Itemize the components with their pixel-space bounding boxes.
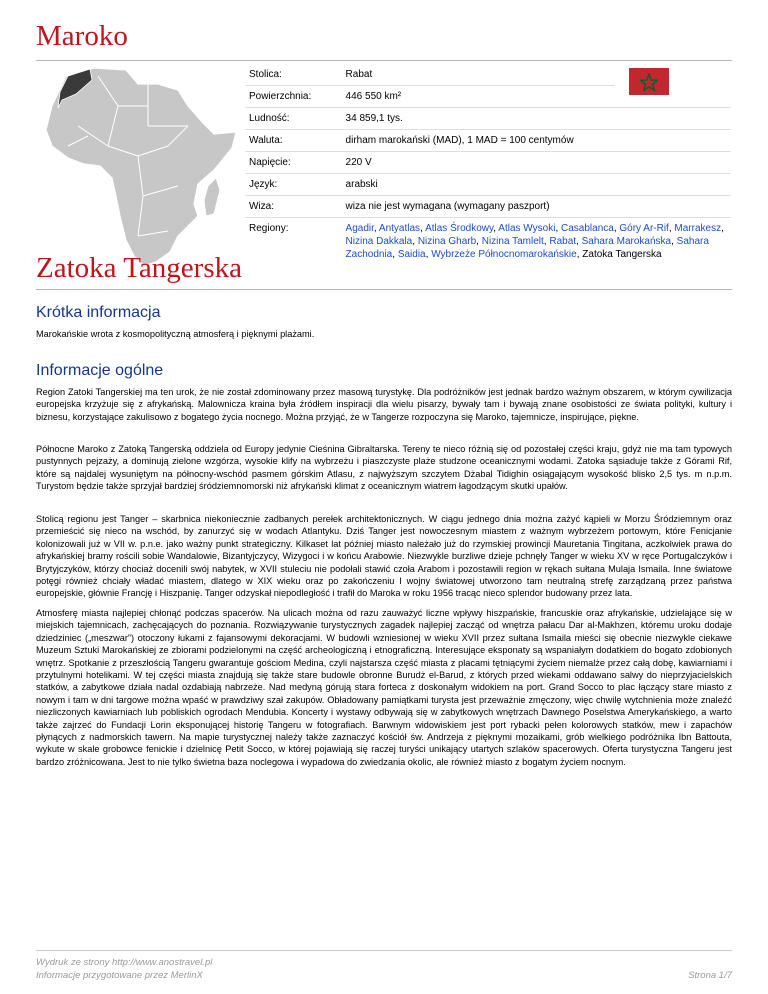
info-key: Stolica: [249, 69, 282, 80]
info-key: Ludność: [249, 113, 290, 124]
info-value: Rabat [345, 69, 373, 80]
star-icon [640, 73, 658, 91]
info-row-regions [245, 218, 731, 266]
empty-cell [615, 152, 731, 174]
empty-cell [615, 174, 731, 196]
empty-cell [615, 130, 731, 152]
region-link[interactable]: Rabat [549, 236, 577, 247]
africa-map [38, 66, 238, 274]
region-link[interactable]: Sahara Marokańska [581, 236, 672, 247]
region-link[interactable]: Saidia [397, 249, 426, 260]
title-divider [36, 60, 732, 61]
short-info-heading: Krótka informacja [36, 304, 161, 321]
footer-credit: Informacje przygotowane przez MerlinX [36, 970, 203, 981]
region-link[interactable]: Casablanca [561, 223, 614, 234]
info-value: 446 550 km² [345, 91, 402, 102]
region-link[interactable]: Nizina Tamlelt [481, 236, 544, 247]
info-key: Waluta: [249, 135, 283, 146]
region-link[interactable]: Marrakesz [674, 223, 722, 234]
region-link[interactable]: Góry Ar-Rif [619, 223, 669, 234]
general-info-heading: Informacje ogólne [36, 362, 164, 379]
flag-cell [615, 64, 731, 108]
region-link[interactable]: Agadir [345, 223, 374, 234]
info-value: 34 859,1 tys. [345, 113, 403, 124]
paragraph-3: Stolicą regionu jest Tanger – skarbnica niekoniecznie zadbanych perełek architektonicznych. W ciągu jednego dnia można zażyć kąpieli w Morzu Śródziemnym oraz przemieścić się nieco na wschód, by zanurzyć się w wodach Atlantyku. Dziś Tanger jest nowoczesnym miastem z ważnym wybrzeżem portowym, które Fenicjanie kolonizowali już w VII w. p.n.e. jako ważny punkt strategiczny. Kilkaset lat później miasto należało już do rzymskiej prowincji Mauretania Tingitana, aczkolwiek prawa do afrykańskiej bramy rościli sobie Wandalowie, Bizantyjczycy, Wizygoci i w końcu Arabowie. Niezwykle burzliwe dzieje pchnęły Tanger w wieku XV w ręce Portugalczyków i Brytyjczyków, którzy chociaż docenili swój nabytek, w XVII stuleciu nie podołali stawić czoła Arabom i pozostawili region w rękach sułtana Mulaja Ismaila. Inne światowe potęgi również chciały władać miastem, dlatego w XIX wieku oraz po zakończeniu I wojny światowej utworzono tam neutralną strefę zarządzaną przez państwa europejskie, głównie Francję i Hiszpanię. Tanger odzyskał niepodległość i trafił do Maroka w roku 1956 tracąc nieco splendor budowany przez lata. [36, 514, 732, 599]
paragraph-4: Atmosferę miasta najlepiej chłonąć podczas spacerów. Na ulicach można od razu zauważyć liczne wpływy hiszpańskie, francuskie oraz afrykańskie, udzielające się w miejskich tajemnicach, zachęcających do poznania. Rozwiązywanie turystycznych zagadek najlepiej zacząć od wnętrza pałacu Dar al-Makhzen, któremu uroku dodaje dziedziniec („meszwar”) otoczony łukami z fajansowymi dekoracjami. W budowli wzniesionej w wieku XVII przez sułtana Ismaila mieści się obecnie niezwykle ciekawe Muzeum Sztuki Marokańskiej ze zbiorami podzielonymi na część archeologiczną i etnograficzną. Interesujące eksponaty są wspaniałym dodatkiem do bogato zdobionych wnętrz. Spotkanie z przeszłością Tangeru gwarantuje gościom Medina, czyli najstarsza część miasta z placami tętniącymi życiem niemalże przez całą dobę, kawiarniami i przytulnymi hotelikami. W tej części miasta znajdują się także stare budowle obronne Burudż el-Barud, z których przed wiekami oddawano salwy do nieprzyjacielskich statków, a zabytkowe działa nadal ozdabiają nabrzeże. Nad medyną górują stara forteca z doskonałym widokiem na port. Grand Socco to plac łączący stare miasto z nowym i tam w dni targowe można wpaść w prawdziwy szał zakupów. Obładowany pamiątkami turysta jest przeważnie zmęczony, więc chwilę wytchnienia może znaleźć niezliczonych kawiarniach lub pobliskich ogrodach Mendubia. Koncerty i wystawy odbywają się w zabytkowych wnętrzach Dawnego Poselstwa Amerykańskiego, a warto także zajrzeć do Fundacji Lorin eksponującej historię Tangeru w fotografiach. Barwnym widowiskiem jest port rybacki pełen kolorowych statków, mew i zapachów płynących z nadmorskich tawern. Na mapie turystycznej należy także zaznaczyć kościół św. Andrzeja z pięknymi mozaikami, grób wielkiego podróżnika Ibn Battouta, wykute w skale grobowce fenickie i dzielnicę Petit Socco, w której pojawiają się raczej turyści unikający utartych szlaków spacerowych. Oferta turystyczna Tangeru jest bardzo zróżnicowana. Jest to nie tylko świetna baza noclegowa i wypadowa do zwiedzania okolic, ale również miasto z bogatym życiem nocnym. [36, 608, 732, 767]
info-key: Język: [249, 179, 278, 190]
info-value: dirham marokański (MAD), 1 MAD = 100 centymów [345, 135, 574, 146]
info-value: arabski [345, 179, 378, 190]
region-link[interactable]: Atlas Wysoki [498, 223, 556, 234]
country-title: Maroko [36, 20, 128, 52]
info-row [245, 174, 731, 196]
empty-cell [615, 196, 731, 218]
region-link[interactable]: Wybrzeże Północnomarokańskie [431, 249, 577, 260]
footer-divider [36, 950, 732, 951]
region-link[interactable]: Atlas Środkowy [425, 223, 494, 234]
africa-landmass [46, 68, 236, 266]
info-row [245, 196, 731, 218]
country-info-table [245, 64, 731, 265]
paragraph-2: Północne Maroko z Zatoką Tangerską oddziela od Europy jedynie Cieśnina Gibraltarska. Tereny te nieco różnią się od pozostałej części kraju, gdyż nie ma tam typowych pustynnych pejzaży, a dominują zielone wzgórza, wysokie klify na wybrzeżu i piaszczyste plaże studzone oceanicznymi wodami. Zatoka sąsiaduje także z Górami Rif, które są najdalej wysuniętym na północny-wschód pasmem górskim Atlasu, z najwyższym szczytem Dżabal Tidighin osiągającym wysokość blisko 2,5 tys. m n.p.m. Turystom będzie także sprzyjał bardziej śródziemnomorski niż afrykański klimat z oceanicznym wiatrem łagodzącym skutki upałów. [36, 444, 732, 492]
short-info-text: Marokańskie wrota z kosmopolityczną atmosferą i pięknymi plażami. [36, 329, 315, 339]
morocco-flag [629, 68, 669, 95]
region-title: Zatoka Tangerska [36, 252, 242, 284]
info-key: Napięcie: [249, 157, 291, 168]
region-link[interactable]: Nizina Dakkala [345, 236, 413, 247]
region-link[interactable]: Nizina Gharb [417, 236, 477, 247]
info-row [245, 64, 731, 86]
info-key: Regiony: [249, 223, 289, 234]
region-divider [36, 289, 732, 290]
info-row [245, 130, 731, 152]
madagascar-landmass [204, 178, 220, 216]
paragraph-1: Region Zatoki Tangerskiej ma ten urok, że nie został zdominowany przez masową turystykę. Dla podróżników jest jednak bardzo ważnym obszarem, w którym cywilizacja europejska krzyżuje się z afrykańską. Malownicza kraina była źródłem inspiracji dla wielu pisarzy, bywały tam i bywają znane osobistości ze świata polityki, kultury i biznesu, korzystające zakulisowo z bogatego życia nocnego. Można przyjąć, że w Tangerze rozpoczyna się Maroko, tajemnicze, inspirujące, piękne. [36, 387, 732, 422]
region-current: Zatoka Tangerska [582, 249, 662, 260]
region-link[interactable]: Antyatlas [378, 223, 421, 234]
info-value: wiza nie jest wymagana (wymagany paszport) [345, 201, 550, 212]
footer-source: Wydruk ze strony http://www.anostravel.pl [36, 957, 213, 968]
info-value: 220 V [345, 157, 372, 168]
region-link[interactable]: Sahara Zachodnia [345, 236, 709, 260]
empty-cell [615, 108, 731, 130]
info-row [245, 152, 731, 174]
info-key: Wiza: [249, 201, 274, 212]
info-key: Powierzchnia: [249, 91, 312, 102]
footer-page: Strona 1/7 [688, 970, 732, 981]
regions-list: Agadir, Antyatlas, Atlas Środkowy, Atlas Wysoki, Casablanca, Góry Ar-Rif, Marrakesz, Nizina Dakkala, Nizina Gharb, Nizina Tamlelt, Rabat, Sahara Marokańska, Sahara Zachodnia, Saidia, Wybrzeże Północnomarokańskie, Zatoka Tangerska [345, 223, 724, 260]
info-row [245, 108, 731, 130]
